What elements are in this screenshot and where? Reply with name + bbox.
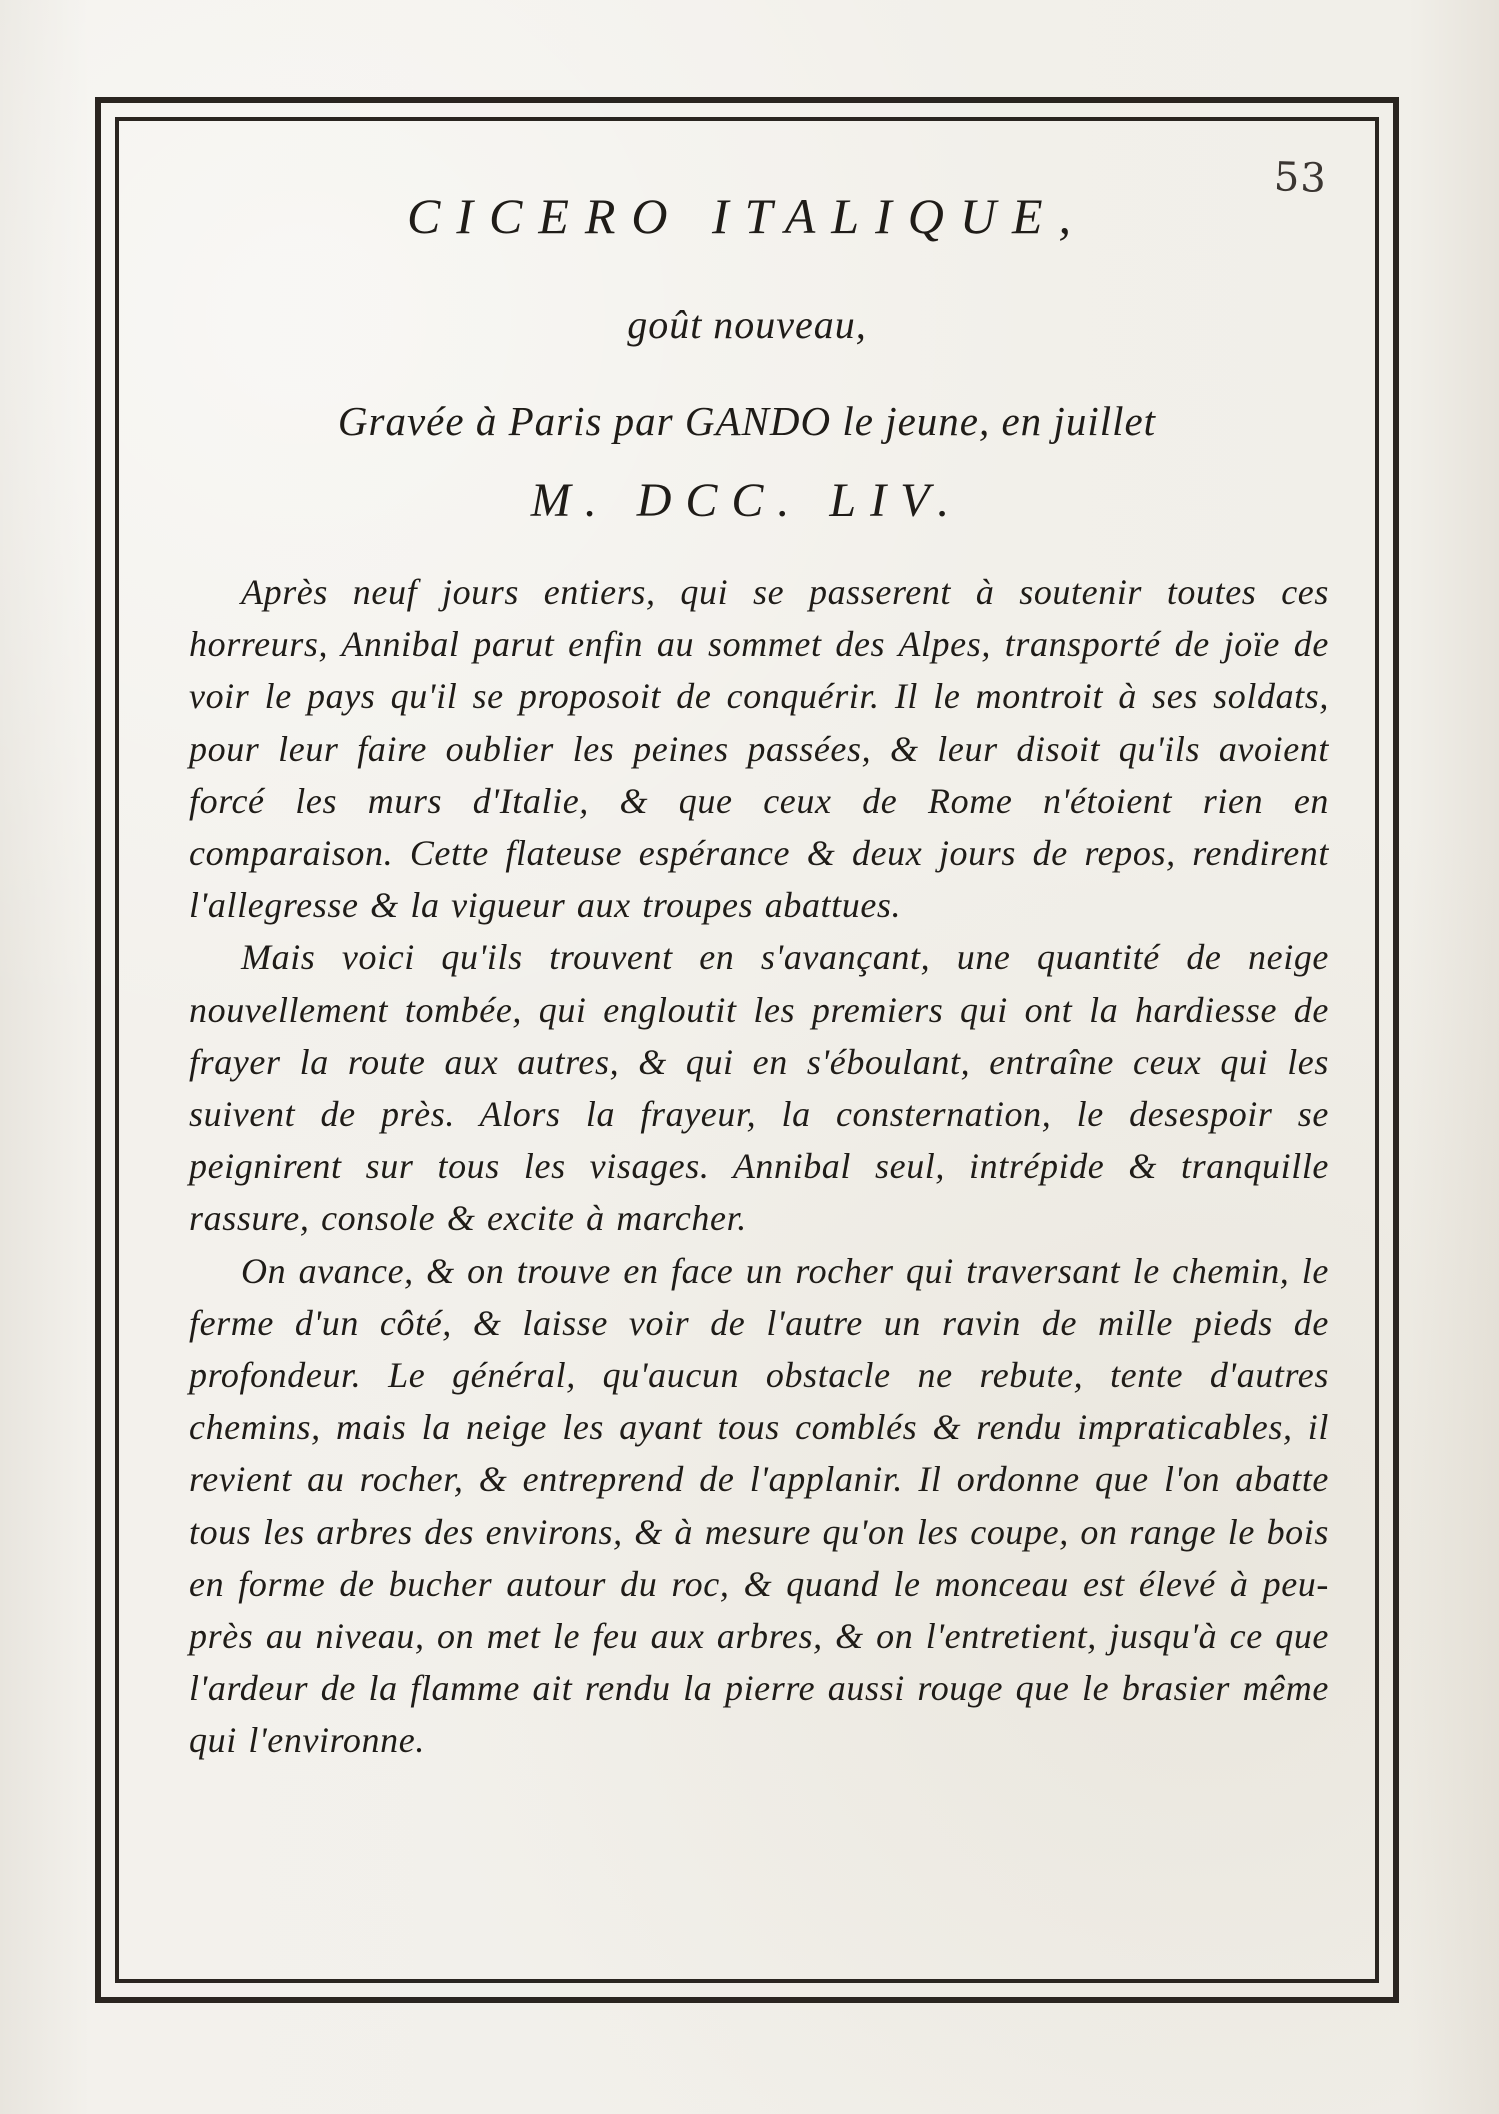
page-number: 53 xyxy=(1273,154,1328,202)
inner-border-frame xyxy=(115,117,1379,1983)
page-title: CICERO ITALIQUE, xyxy=(406,188,1088,244)
paragraph-3-text: On avance, & on trouve en face un rocher qui traversant le chemin, le ferme d'un côté, & laisse voir de l'autre un ravin de mille pieds de profondeur. Le général, qu'aucun obstacle ne rebute, tente d'autres chemins, mais la neige les ayant tous comblés & rendu impraticables, il revient au rocher, & entreprend de l'applanir. Il ordonne que l'on abatte tous les arbres des environs, & à mesure qu'on les coupe, on range le bois en forme de bucher autour du roc, & quand le monceau est élevé à peu-près au niveau, on met le feu aux arbres, & on l'entretient, jusqu'à ce que l'ardeur de la flamme ait rendu la pierre aussi rouge que le brasier même qui l'environne. xyxy=(189,1250,1329,1761)
paragraph-2 xyxy=(189,931,1329,1244)
paragraph-1 xyxy=(189,566,1329,931)
roman-date: M. DCC. LIV. xyxy=(530,474,964,527)
body-text xyxy=(189,566,1329,1767)
paragraph-2-text: Mais voici qu'ils trouvent en s'avançant, une quantité de neige nouvellement tombée, qui engloutit les premiers qui ont la hardiesse de frayer la route aux autres, & qui en s'éboulant, entraîne ceux qui les suivent de près. Alors la frayeur, la consternation, le desespoir se peignirent sur tous les visages. Annibal seul, intrépide & tranquille rassure, console & excite à marcher. xyxy=(189,937,1329,1239)
subtitle: goût nouveau, xyxy=(627,302,867,347)
paragraph-1-text: Après neuf jours entiers, qui se passerent à soutenir toutes ces horreurs, Annibal parut enfin au sommet des Alpes, transporté de joïe de voir le pays qu'il se proposoit de conquérir. Il le montroit à ses soldats, pour leur faire oublier les peines passées, & leur disoit qu'ils avoient forcé les murs d'Italie, & que ceux de Rome n'étoient rien en comparaison. Cette flateuse espérance & deux jours de repos, rendirent l'allegresse & la vigueur aux troupes abattues. xyxy=(189,572,1329,926)
outer-border-frame xyxy=(95,97,1399,2003)
paragraph-3 xyxy=(189,1245,1329,1767)
engraver-line: Gravée à Paris par GANDO le jeune, en juillet xyxy=(337,398,1157,444)
